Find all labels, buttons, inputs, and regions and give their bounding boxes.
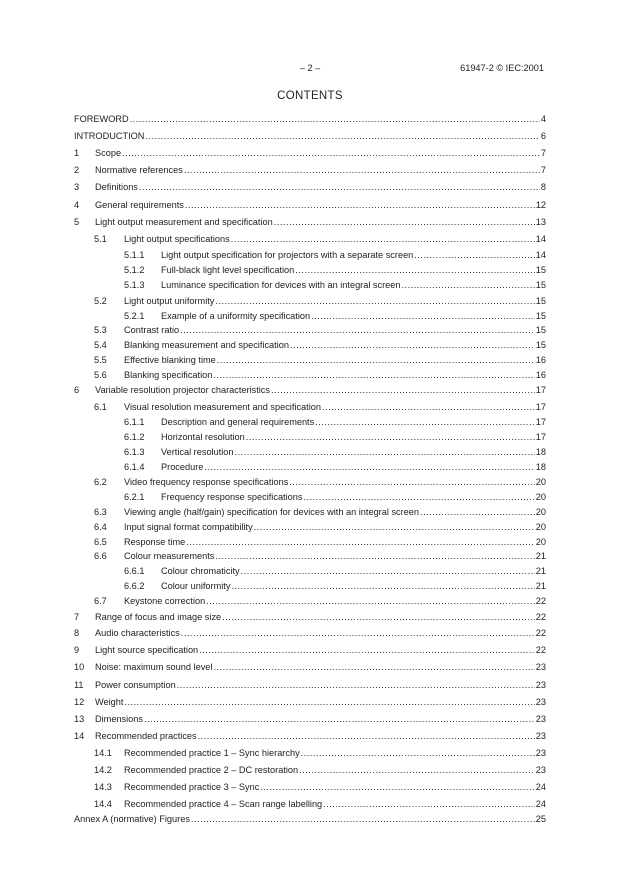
toc-dot-leader [186,537,534,547]
toc-entry-page: 23 [535,662,546,672]
toc-entry-number: 6.1 [94,402,107,412]
toc-entry[interactable] [74,217,546,230]
toc-entry-page: 22 [535,612,546,622]
toc-entry-number: 6.1.1 [124,417,145,427]
toc-entry[interactable] [124,280,546,293]
toc-entry-page: 7 [540,165,546,175]
toc-entry-number: 10 [74,662,85,672]
toc-entry-title: Recommended practices [95,731,197,741]
toc-entry-page: 17 [535,432,546,442]
toc-entry-number: 6.1.4 [124,462,145,472]
toc-dot-leader [274,217,535,227]
toc-entry-number: 6.4 [94,522,107,532]
toc-entry-page: 13 [535,217,546,227]
toc-entry-title: Light output uniformity [124,296,215,306]
toc-entry[interactable] [74,680,546,693]
toc-entry-title: Recommended practice 1 – Sync hierarchy [124,748,300,758]
toc-entry-number: 6.6.2 [124,581,145,591]
toc-entry-page: 23 [535,697,546,707]
toc-entry-number: 5.2.1 [124,311,145,321]
toc-entry-title: Description and general requirements [161,417,315,427]
toc-entry[interactable] [74,385,546,398]
toc-entry-title: Noise: maximum sound level [95,662,213,672]
toc-entry-page: 7 [540,148,546,158]
toc-dot-leader [301,748,535,758]
toc-entry-page: 8 [540,182,546,192]
toc-entry-number: 3 [74,182,80,192]
toc-entry-title: Colour measurements [124,551,215,561]
toc-entry-title: Keystone correction [124,596,206,606]
toc-entry-page: 22 [535,596,546,606]
toc-entry-page: 23 [535,748,546,758]
toc-entry-page: 25 [535,814,546,824]
toc-entry-page: 23 [535,765,546,775]
toc-entry-page: 6 [540,131,546,141]
toc-entry[interactable] [94,765,546,778]
toc-entry[interactable] [74,200,546,213]
toc-entry-page: 24 [535,782,546,792]
toc-entry-title: Colour uniformity [161,581,231,591]
toc-entry[interactable] [74,148,546,161]
toc-dot-leader [139,182,540,192]
toc-entry[interactable] [74,131,546,144]
toc-entry-number: 5.6 [94,370,107,380]
toc-entry[interactable] [94,596,546,609]
toc-dot-leader [254,522,535,532]
toc-entry-page: 23 [535,680,546,690]
toc-entry[interactable] [74,645,546,658]
toc-entry[interactable] [94,402,546,415]
toc-entry-number: 14.4 [94,799,112,809]
toc-entry-number: 6.6 [94,551,107,561]
toc-entry-page: 16 [535,355,546,365]
toc-entry-number: 1 [74,148,80,158]
toc-dot-leader [420,507,535,517]
toc-dot-leader [222,612,535,622]
toc-entry-title: FOREWORD [74,114,129,124]
toc-entry-number: 6.3 [94,507,107,517]
toc-dot-leader [124,697,534,707]
toc-entry-page: 21 [535,581,546,591]
toc-entry-title: Normative references [95,165,183,175]
toc-entry[interactable] [124,566,546,579]
toc-entry-number: 5.1.2 [124,265,145,275]
toc-entry-title: Viewing angle (half/gain) specification for devices with an integral screen [124,507,420,517]
toc-entry-title: INTRODUCTION [74,131,145,141]
contents-title: CONTENTS [277,90,343,102]
toc-entry-title: Light output specifications [124,234,230,244]
toc-dot-leader [311,311,535,321]
toc-entry-page: 15 [535,265,546,275]
toc-entry-title: Dimensions [95,714,143,724]
toc-entry-title: Annex A (normative) Figures [74,814,190,824]
toc-dot-leader [191,814,535,824]
toc-dot-leader [204,462,534,472]
toc-entry-title: Definitions [95,182,138,192]
toc-entry-title: Colour chromaticity [161,566,240,576]
toc-entry[interactable] [124,462,546,475]
toc-entry-number: 5.1 [94,234,107,244]
toc-entry-page: 23 [535,731,546,741]
toc-entry-number: 8 [74,628,80,638]
toc-entry-number: 6.1.3 [124,447,145,457]
toc-dot-leader [199,645,535,655]
toc-entry-page: 22 [535,645,546,655]
toc-entry-page: 20 [535,507,546,517]
toc-entry-page: 20 [535,537,546,547]
toc-dot-leader [322,402,535,412]
toc-entry-page: 15 [535,296,546,306]
toc-dot-leader [122,148,540,158]
standard-reference: 61947-2 © IEC:2001 [460,63,544,73]
toc-entry-number: 14.2 [94,765,112,775]
toc-dot-leader [290,340,535,350]
toc-entry-title: Input signal format compatibility [124,522,253,532]
toc-dot-leader [206,596,535,606]
toc-entry-page: 18 [535,447,546,457]
toc-entry-title: Light output measurement and specification [95,217,273,227]
toc-dot-leader [303,492,534,502]
toc-entry-number: 14 [74,731,85,741]
toc-entry-page: 4 [540,114,546,124]
toc-entry-page: 23 [535,714,546,724]
toc-entry[interactable] [74,628,546,641]
toc-entry-title: Example of a uniformity specification [161,311,311,321]
toc-dot-leader [315,417,535,427]
toc-dot-leader [213,370,534,380]
toc-entry-title: Luminance specification for devices with an integral screen [161,280,401,290]
toc-entry-page: 17 [535,385,546,395]
toc-dot-leader [215,551,534,561]
toc-entry-page: 17 [535,417,546,427]
toc-dot-leader [235,447,535,457]
toc-entry[interactable] [94,296,546,309]
toc-entry-title: Scope [95,148,122,158]
toc-entry-number: 5.4 [94,340,107,350]
toc-entry[interactable] [124,581,546,594]
toc-entry-number: 7 [74,612,80,622]
toc-entry[interactable] [94,799,546,812]
toc-entry-number: 13 [74,714,85,724]
toc-entry-number: 6.2 [94,477,107,487]
toc-entry[interactable] [94,748,546,761]
toc-entry[interactable] [94,507,546,520]
toc-entry-page: 12 [535,200,546,210]
toc-entry-number: 6.5 [94,537,107,547]
toc-dot-leader [295,265,534,275]
toc-entry-number: 14.1 [94,748,112,758]
toc-dot-leader [402,280,535,290]
toc-entry-title: Recommended practice 3 – Sync [124,782,260,792]
toc-dot-leader [299,765,535,775]
toc-entry-page: 18 [535,462,546,472]
toc-dot-leader [180,325,535,335]
toc-entry-title: Contrast ratio [124,325,180,335]
toc-entry-number: 9 [74,645,80,655]
toc-dot-leader [184,165,540,175]
toc-entry[interactable] [94,340,546,353]
toc-dot-leader [260,782,534,792]
toc-entry[interactable] [74,731,546,744]
toc-entry-page: 14 [535,234,546,244]
toc-dot-leader [414,250,534,260]
toc-entry-number: 6.6.1 [124,566,145,576]
toc-entry-title: Power consumption [95,680,176,690]
toc-dot-leader [241,566,535,576]
toc-entry-title: Variable resolution projector characteristics [95,385,270,395]
toc-dot-leader [215,296,534,306]
toc-entry[interactable] [94,234,546,247]
toc-entry-title: Recommended practice 2 – DC restoration [124,765,299,775]
toc-entry[interactable] [74,612,546,625]
toc-entry-number: 5.3 [94,325,107,335]
toc-entry[interactable] [124,417,546,430]
toc-entry-number: 5 [74,217,80,227]
toc-entry-page: 20 [535,522,546,532]
toc-entry[interactable] [74,697,546,710]
toc-entry-number: 5.2 [94,296,107,306]
toc-entry-page: 15 [535,340,546,350]
toc-entry-number: 5.1.1 [124,250,145,260]
toc-entry-number: 4 [74,200,80,210]
toc-entry-page: 17 [535,402,546,412]
toc-entry-number: 6.2.1 [124,492,145,502]
toc-entry[interactable] [94,522,546,535]
toc-entry[interactable] [94,551,546,564]
toc-entry[interactable] [74,814,546,827]
toc-entry-page: 20 [535,492,546,502]
toc-entry-title: Visual resolution measurement and specification [124,402,321,412]
toc-entry[interactable] [124,311,546,324]
toc-entry-title: Full-black light level specification [161,265,295,275]
toc-entry[interactable] [94,477,546,490]
toc-entry-title: Audio characteristics [95,628,180,638]
toc-entry-number: 12 [74,697,85,707]
toc-entry-number: 14.3 [94,782,112,792]
toc-entry-number: 5.1.3 [124,280,145,290]
toc-entry-number: 5.5 [94,355,107,365]
toc-entry-title: Recommended practice 4 – Scan range labelling [124,799,323,809]
toc-entry-title: Frequency response specifications [161,492,303,502]
toc-entry-page: 14 [535,250,546,260]
toc-entry-page: 24 [535,799,546,809]
toc-entry[interactable] [74,182,546,195]
toc-entry[interactable] [124,265,546,278]
toc-dot-leader [130,114,540,124]
toc-entry[interactable] [124,492,546,505]
toc-entry-title: Weight [95,697,124,707]
toc-entry-title: General requirements [95,200,184,210]
toc-entry-title: Horizontal resolution [161,432,245,442]
toc-dot-leader [271,385,535,395]
toc-entry[interactable] [74,662,546,675]
toc-entry[interactable] [94,782,546,795]
toc-entry-title: Range of focus and image size [95,612,222,622]
toc-entry[interactable] [124,447,546,460]
toc-entry-title: Light output specification for projectors with a separate screen [161,250,414,260]
toc-entry-number: 6 [74,385,80,395]
toc-entry-page: 20 [535,477,546,487]
toc-entry-title: Blanking measurement and specification [124,340,289,350]
toc-entry-title: Blanking specification [124,370,213,380]
toc-dot-leader [323,799,535,809]
toc-dot-leader [198,731,535,741]
toc-entry-page: 21 [535,566,546,576]
toc-entry-page: 15 [535,325,546,335]
toc-dot-leader [289,477,534,487]
toc-entry-title: Vertical resolution [161,447,234,457]
toc-dot-leader [181,628,535,638]
toc-dot-leader [144,714,535,724]
toc-dot-leader [145,131,539,141]
toc-entry-page: 15 [535,311,546,321]
toc-dot-leader [231,581,534,591]
toc-entry[interactable] [94,325,546,338]
toc-entry[interactable] [94,370,546,383]
toc-entry-title: Video frequency response specifications [124,477,289,487]
toc-entry-number: 2 [74,165,80,175]
toc-entry-title: Procedure [161,462,204,472]
page-number: – 2 – [299,63,321,73]
toc-entry[interactable] [74,114,546,127]
toc-entry-title: Response time [124,537,186,547]
toc-entry-number: 6.1.2 [124,432,145,442]
toc-entry[interactable] [94,537,546,550]
toc-entry[interactable] [124,250,546,263]
toc-entry[interactable] [74,165,546,178]
toc-entry-page: 21 [535,551,546,561]
toc-entry-number: 11 [74,680,84,690]
toc-dot-leader [177,680,535,690]
toc-entry[interactable] [124,432,546,445]
toc-entry-page: 22 [535,628,546,638]
toc-entry[interactable] [94,355,546,368]
toc-dot-leader [231,234,535,244]
toc-entry-page: 16 [535,370,546,380]
toc-entry-number: 6.7 [94,596,107,606]
toc-entry[interactable] [74,714,546,727]
toc-entry-page: 15 [535,280,546,290]
toc-dot-leader [185,200,535,210]
toc-entry-title: Light source specification [95,645,199,655]
toc-dot-leader [217,355,535,365]
toc-dot-leader [246,432,535,442]
toc-dot-leader [213,662,534,672]
toc-entry-title: Effective blanking time [124,355,216,365]
